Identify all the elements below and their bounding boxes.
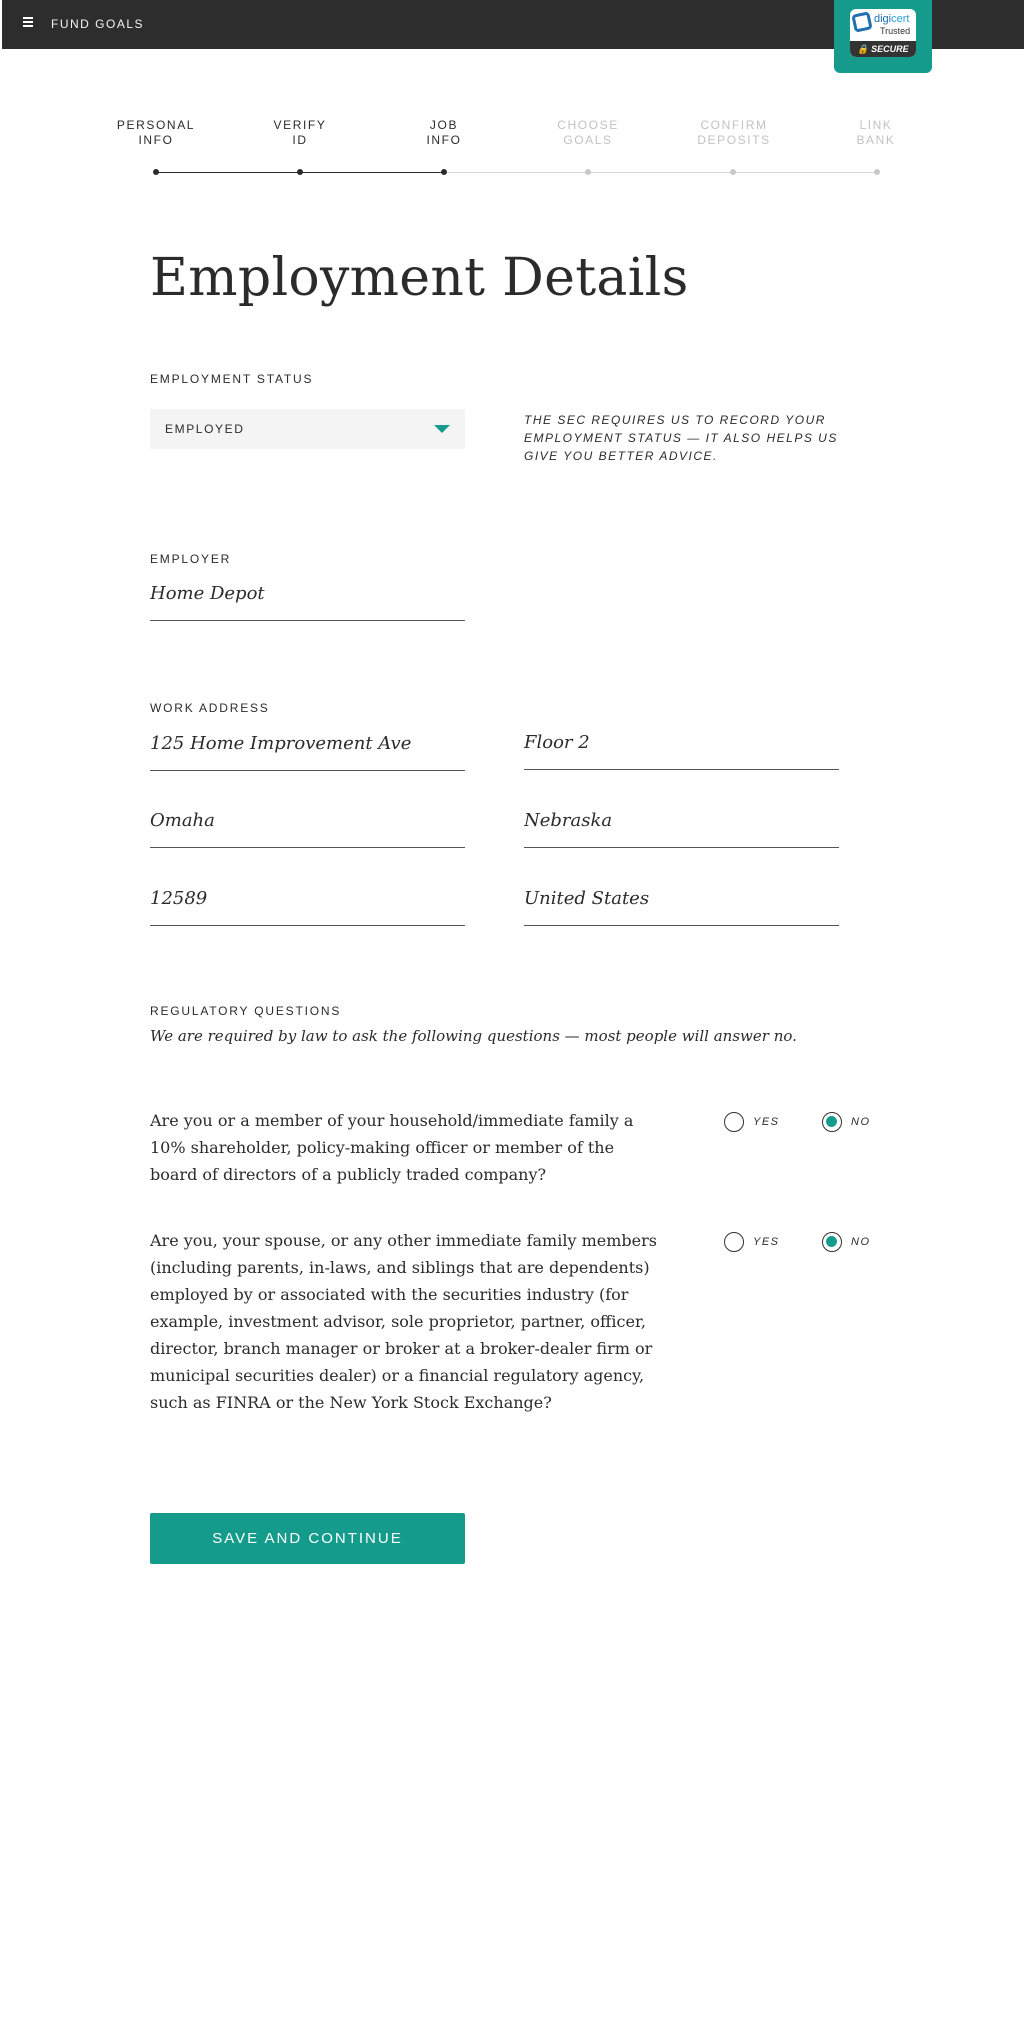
- step-personal-info[interactable]: [96, 118, 216, 148]
- country-field-wrap: [524, 882, 839, 926]
- work-address-label: WORK ADDRESS: [150, 701, 270, 715]
- radio-label: YES: [753, 1116, 780, 1128]
- step-dot: [874, 169, 880, 175]
- step-choose-goals[interactable]: [528, 118, 648, 148]
- step-label-line1: JOB: [429, 118, 459, 132]
- country-input[interactable]: [524, 882, 839, 909]
- step-dot: [585, 169, 591, 175]
- step-dot: [297, 169, 303, 175]
- step-label-line2: INFO: [138, 133, 174, 147]
- zip-input[interactable]: [150, 882, 465, 909]
- brand-title[interactable]: FUND GOALS: [51, 17, 145, 31]
- employer-input[interactable]: [150, 577, 465, 604]
- step-dot: [153, 169, 159, 175]
- regulatory-subtitle: We are required by law to ask the following questions — most people will answer no.: [150, 1027, 797, 1045]
- progress-track-remaining: [444, 172, 876, 173]
- state-field-wrap: [524, 804, 839, 848]
- step-label-line2: ID: [292, 133, 308, 147]
- step-label-line1: CHOOSE: [557, 118, 619, 132]
- badge-brand: digicert: [874, 13, 910, 25]
- digicert-secure-badge[interactable]: [834, 0, 932, 73]
- employment-status-label: EMPLOYMENT STATUS: [150, 372, 314, 386]
- badge-trusted-text: Trusted: [880, 26, 911, 36]
- step-label-line2: GOALS: [563, 133, 613, 147]
- badge-secure-text: 🔒 SECURE: [850, 41, 916, 57]
- employment-status-value: EMPLOYED: [165, 422, 245, 436]
- unit-field-wrap: [524, 726, 839, 770]
- step-dot: [730, 169, 736, 175]
- step-label-line2: BANK: [856, 133, 896, 147]
- employer-field-wrap: [150, 577, 465, 621]
- page-title: Employment Details: [150, 248, 689, 308]
- regulatory-question-2: Are you, your spouse, or any other immediate family members (including parents, in-laws, and siblings that are dependents) employed by or associated with the securities industry (for example, investment advisor, sole proprietor, partner, officer, director, branch manager or broker at a broker-dealer firm or municipal securities dealer) or a financial regulatory agency, such as FINRA or the New York Stock Exchange?: [150, 1231, 657, 1412]
- radio-label: NO: [851, 1116, 871, 1128]
- street-input[interactable]: [150, 727, 465, 754]
- digicert-logo-icon: [851, 11, 872, 32]
- badge-seal: [850, 9, 916, 57]
- state-input[interactable]: [524, 804, 839, 831]
- employment-status-note: THE SEC REQUIRES US TO RECORD YOUR EMPLOYMENT STATUS — IT ALSO HELPS US GIVE YOU BETTER ADVICE.: [524, 413, 838, 463]
- employer-label: EMPLOYER: [150, 552, 232, 566]
- radio-label: NO: [851, 1236, 871, 1248]
- caret-down-icon: [434, 425, 450, 433]
- city-input[interactable]: [150, 804, 465, 831]
- step-label-line1: PERSONAL: [116, 118, 196, 132]
- step-label-line1: CONFIRM: [700, 118, 768, 132]
- step-label-line1: VERIFY: [273, 118, 327, 132]
- step-label-line2: INFO: [426, 133, 462, 147]
- step-dot: [441, 169, 447, 175]
- zip-field-wrap: [150, 882, 465, 926]
- step-link-bank[interactable]: [816, 118, 936, 148]
- save-and-continue-button[interactable]: SAVE AND CONTINUE: [150, 1513, 465, 1564]
- step-label-line1: LINK: [859, 118, 893, 132]
- radio-circle-selected: [822, 1232, 842, 1252]
- regulatory-question-1: Are you or a member of your household/immediate family a 10% shareholder, policy-making officer or member of the board of directors of a publicly traded company?: [150, 1111, 634, 1184]
- employment-status-select[interactable]: [150, 409, 465, 449]
- step-confirm-deposits[interactable]: [674, 118, 794, 148]
- radio-label: YES: [753, 1236, 780, 1248]
- step-job-info[interactable]: [384, 118, 504, 148]
- city-field-wrap: [150, 804, 465, 848]
- radio-circle: [724, 1232, 744, 1252]
- street-field-wrap: [150, 727, 465, 771]
- radio-circle-selected: [822, 1112, 842, 1132]
- radio-circle: [724, 1112, 744, 1132]
- hamburger-menu-icon[interactable]: [22, 14, 38, 30]
- step-verify-id[interactable]: [240, 118, 360, 148]
- step-label-line2: DEPOSITS: [697, 133, 771, 147]
- regulatory-label: REGULATORY QUESTIONS: [150, 1004, 342, 1018]
- unit-input[interactable]: [524, 726, 839, 753]
